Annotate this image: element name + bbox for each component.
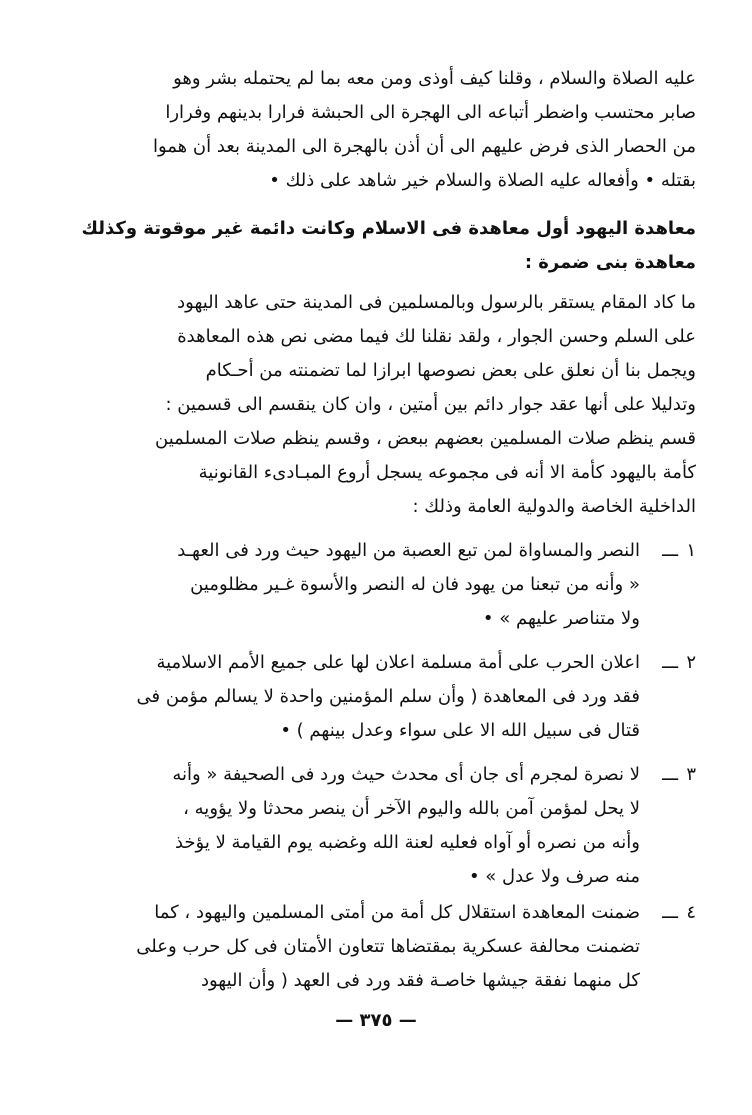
text-line: كأمة باليهود كأمة الا أنه فى مجموعه يسجل أروع المبـادىء القانونية: [198, 462, 696, 483]
text-line: ضمنت المعاهدة استقلال كل أمة من أمتى المسلمين واليهود ، كما: [154, 902, 640, 923]
heading-line: معاهدة اليهود أول معاهدة فى الاسلام وكانت دائمة غير موقوتة وكذلك: [81, 218, 696, 239]
text-line: فقد ورد فى المعاهدة ( وأن سلم المؤمنين واحدة لا يسالم مؤمن فى: [136, 686, 640, 707]
text-line: النصر والمساواة لمن تبع العصبة من اليهود حيث ورد فى العهـد: [177, 540, 640, 561]
text-line: وأنه من نصره أو آواه فعليه لعنة الله وغضبه يوم القيامة لا يؤخذ: [174, 832, 640, 853]
text-line: الداخلية الخاصة والدولية العامة وذلك :: [412, 496, 696, 517]
text-line: منه صرف ولا عدل » •: [468, 866, 640, 887]
text-line: وتدليلا على أنها عقد جوار دائم بين أمتين ، وان كان ينقسم الى قسمين :: [165, 394, 696, 415]
intro-paragraph: [78, 62, 696, 198]
text-line: على السلم وحسن الجوار ، ولقد نقلنا لك فيما مضى نص هذه المعاهدة: [177, 326, 696, 347]
text-line: قسم ينظم صلات المسلمين بعضهم ببعض ، وقسم ينظم صلات المسلمين: [155, 428, 696, 449]
item-body: [78, 758, 640, 894]
item-dash: ـــ: [662, 764, 678, 785]
text-line: بقتله • وأفعاله عليه الصلاة والسلام خير شاهد على ذلك •: [269, 170, 696, 191]
text-line: تضمنت محالفة عسكرية بمقتضاها تتعاون الأمتان فى كل حرب وعلى: [136, 936, 640, 957]
text-line: قتال فى سبيل الله الا على سواء وعدل بينهم ) •: [280, 720, 640, 741]
text-line: كل منهما نفقة جيشها خاصـة فقد ورد فى العهد ( وأن اليهود: [200, 970, 640, 991]
text-line: « وأنه من تبعنا من يهود فان له النصر والأسوة غـير مظلومين: [190, 574, 640, 595]
text-line: صابر محتسب واضطر أتباعه الى الهجرة الى الحبشة فرارا بدينهم وفرارا: [165, 102, 696, 123]
text-line: عليه الصلاة والسلام ، وقلنا كيف أوذى ومن معه بما لم يحتمله بشر وهو: [173, 68, 696, 89]
page-number: — ٣٧٥ —: [335, 1010, 417, 1031]
text-line: ولا متناصر عليهم » •: [482, 608, 640, 629]
text-line: من الحصار الذى فرض عليهم الى أن أذن بالهجرة الى المدينة بعد أن هموا: [152, 136, 696, 157]
item-dash: ـــ: [662, 540, 678, 561]
item-body: [78, 534, 640, 636]
item-body: [78, 896, 640, 998]
item-number: ٤: [686, 902, 696, 923]
section-heading: [78, 212, 696, 280]
item-number: ٢: [686, 652, 696, 673]
main-paragraph: [78, 286, 696, 524]
text-line: ما كاد المقام يستقر بالرسول وبالمسلمين فى المدينة حتى عاهد اليهود: [177, 292, 696, 313]
item-body: [78, 646, 640, 748]
text-line: ويجمل بنا أن نعلق على بعض نصوصها ابرازا لما تضمنته من أحـكام: [205, 360, 696, 381]
heading-line: معاهدة بنى ضمرة :: [524, 252, 696, 273]
text-line: لا يحل لمؤمن آمن بالله واليوم الآخر أن ينصر محدثا ولا يؤويه ،: [183, 798, 640, 819]
item-dash: ـــ: [662, 902, 678, 923]
item-dash: ـــ: [662, 652, 678, 673]
item-number: ١: [686, 540, 696, 561]
text-line: لا نصرة لمجرم أى جان أى محدث حيث ورد فى الصحيفة « وأنه: [172, 764, 640, 785]
item-number: ٣: [686, 764, 696, 785]
text-line: اعلان الحرب على أمة مسلمة اعلان لها على جميع الأمم الاسلامية: [156, 652, 640, 673]
